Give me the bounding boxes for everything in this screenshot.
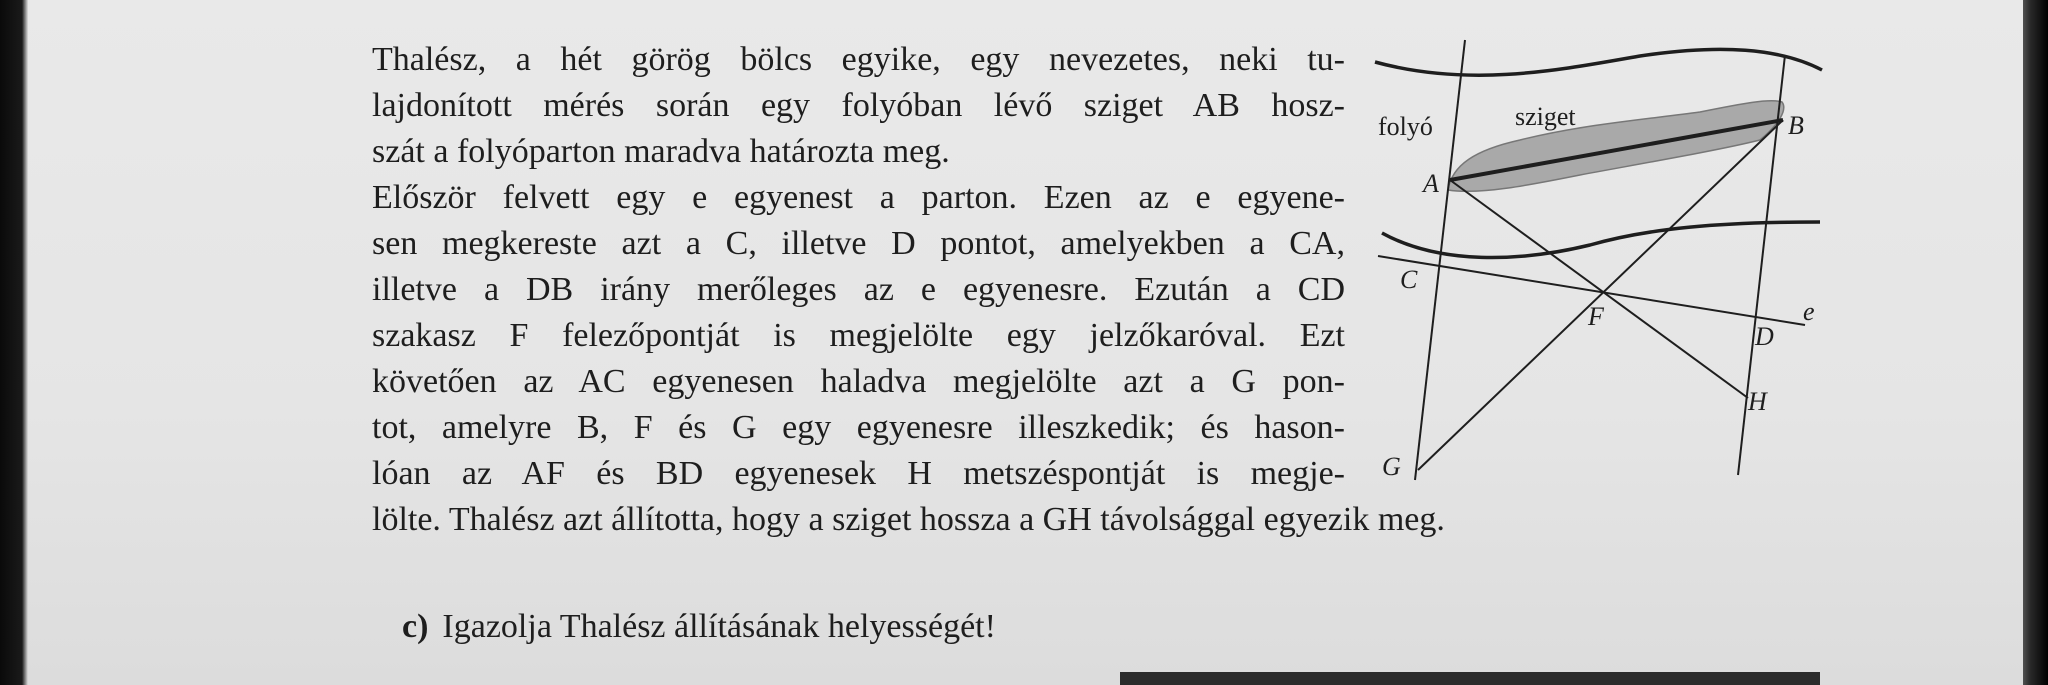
question-label: c) — [402, 608, 429, 645]
paragraph-line-3: szát a folyóparton maradva határozta meg. — [372, 133, 950, 170]
upper-riverbank — [1375, 49, 1822, 75]
page-edge-shadow — [1120, 672, 1820, 685]
line-AC — [1415, 40, 1465, 480]
paragraph-line-11: lölte. Thalész azt állította, hogy a sziget hossza a GH távolsággal egyezik meg. — [372, 501, 1445, 538]
label-H: H — [1748, 387, 1767, 416]
label-e: e — [1803, 297, 1815, 326]
label-A: A — [1423, 169, 1439, 198]
label-G: G — [1382, 452, 1401, 481]
question-c — [402, 607, 996, 647]
paragraph-line-5: sen megkereste azt a C, illetve D pontot, amelyekben a CA, — [372, 225, 1345, 262]
line-AH — [1450, 180, 1748, 398]
label-D: D — [1755, 322, 1774, 351]
label-B: B — [1788, 111, 1804, 140]
thales-figure — [1360, 30, 1830, 490]
paragraph-line-10: lóan az AF és BD egyenesek H metszéspontját is megje- — [372, 455, 1345, 492]
paragraph-line-9: tot, amelyre B, F és G egy egyenesre illeszkedik; és hason- — [372, 409, 1345, 446]
paragraph-line-6: illetve a DB irány merőleges az e egyenesre. Ezután a CD — [372, 271, 1345, 308]
paragraph-line-8: követően az AC egyenesen haladva megjelölte azt a G pon- — [372, 363, 1345, 400]
paragraph-line-1: Thalész, a hét görög bölcs egyike, egy nevezetes, neki tu- — [372, 41, 1345, 78]
label-C: C — [1400, 265, 1418, 294]
island-shape — [1448, 101, 1784, 192]
lower-riverbank — [1382, 222, 1820, 258]
label-river: folyó — [1378, 112, 1433, 141]
question-text: Igazolja Thalész állításának helyességét! — [442, 608, 996, 645]
label-island: sziget — [1515, 102, 1576, 131]
paragraph-line-7: szakasz F felezőpontját is megjelölte egy jelzőkaróval. Ezt — [372, 317, 1345, 354]
paragraph-line-4: Először felvett egy e egyenest a parton. Ezen az e egyene- — [372, 179, 1345, 216]
label-F: F — [1588, 302, 1604, 331]
paragraph-line-2: lajdonított mérés során egy folyóban lévő sziget AB hosz- — [372, 87, 1345, 124]
